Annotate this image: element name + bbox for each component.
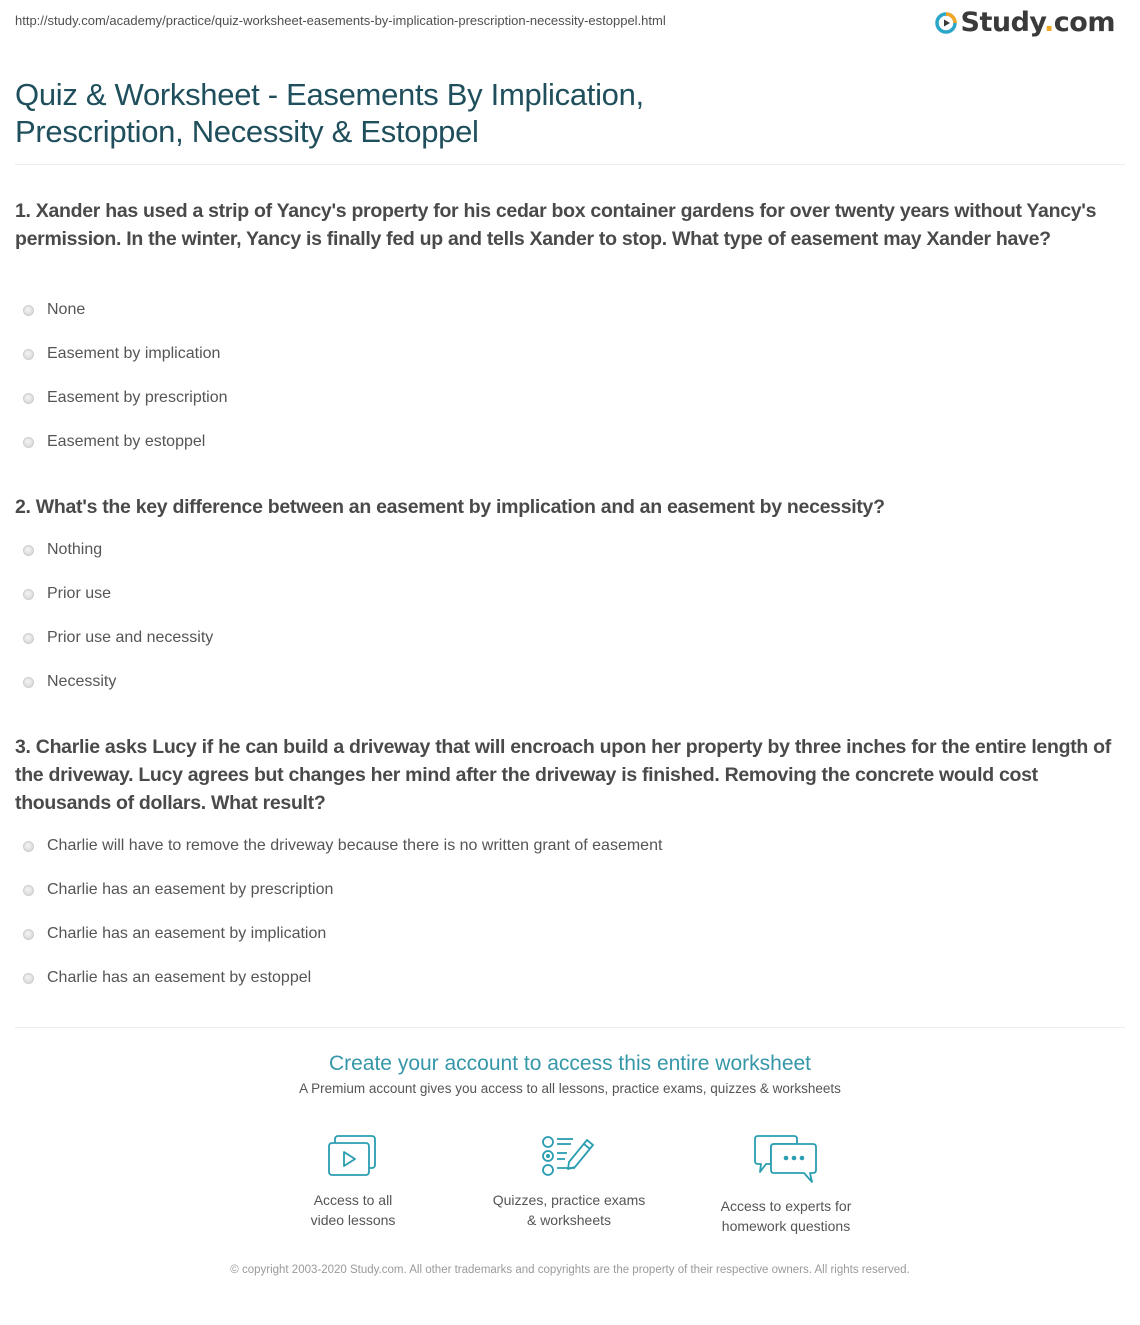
answer-label: None: [47, 301, 86, 318]
answer-option[interactable]: [15, 956, 662, 1000]
answer-option[interactable]: [15, 660, 213, 704]
quiz-checklist-icon: [541, 1134, 597, 1178]
radio-button[interactable]: [23, 393, 34, 404]
feature-label-line: Access to all: [313, 1192, 393, 1208]
page-title: Quiz & Worksheet - Easements By Implication, Prescription, Necessity & Estoppel: [15, 77, 644, 149]
play-circle-icon: [935, 12, 957, 34]
answer-option[interactable]: [15, 288, 228, 332]
answer-label: Nothing: [47, 541, 103, 558]
divider: [15, 164, 1125, 165]
answer-label: Necessity: [47, 673, 117, 690]
chat-bubbles-icon: [754, 1134, 818, 1184]
answer-label: Easement by estoppel: [47, 433, 206, 450]
radio-button[interactable]: [23, 633, 34, 644]
radio-button[interactable]: [23, 841, 34, 852]
answer-option[interactable]: [15, 616, 213, 660]
answer-label: Charlie has an easement by prescription: [47, 881, 334, 898]
radio-button[interactable]: [23, 545, 34, 556]
radio-button[interactable]: [23, 349, 34, 360]
answer-label: Charlie will have to remove the driveway because there is no written grant of easement: [47, 837, 663, 854]
answer-option[interactable]: [15, 912, 662, 956]
feature-experts: [676, 1134, 896, 1236]
feature-label-line: Access to experts for: [720, 1198, 852, 1214]
radio-button[interactable]: [23, 677, 34, 688]
feature-label: [243, 1190, 463, 1230]
question-1-text: 1. Xander has used a strip of Yancy's property for his cedar box container gardens for over twenty years without Yancy's permission. In the winter, Yancy is finally fed up and tells Xander to stop. What type of easement may Xander have?: [15, 200, 1097, 250]
video-lessons-icon: [327, 1134, 379, 1178]
radio-button[interactable]: [23, 973, 34, 984]
copyright-notice: © copyright 2003-2020 Study.com. All other trademarks and copyrights are the property of their respective owners. All rights reserved.: [230, 1264, 910, 1276]
radio-button[interactable]: [23, 437, 34, 448]
feature-label-line: Quizzes, practice exams: [492, 1192, 646, 1208]
question-2-answers: [15, 528, 213, 704]
logo-text-main: Study: [960, 7, 1045, 38]
question-2-text: 2. What's the key difference between an easement by implication and an easement by necessity?: [15, 496, 885, 518]
study-logo[interactable]: [935, 8, 1116, 38]
premium-description: A Premium account gives you access to all lessons, practice exams, quizzes & worksheets: [299, 1081, 841, 1096]
question-1-answers: [15, 288, 228, 464]
page-url: http://study.com/academy/practice/quiz-worksheet-easements-by-implication-prescription-necessity-estoppel.html: [15, 13, 666, 28]
divider: [15, 1027, 1125, 1028]
answer-option[interactable]: [15, 420, 228, 464]
feature-quizzes: [459, 1134, 679, 1230]
feature-label-line: homework questions: [721, 1218, 851, 1234]
radio-button[interactable]: [23, 929, 34, 940]
feature-label: [459, 1190, 679, 1230]
radio-button[interactable]: [23, 589, 34, 600]
question-3-answers: [15, 824, 662, 1000]
feature-video-lessons: [243, 1134, 463, 1230]
answer-option[interactable]: [15, 332, 228, 376]
answer-option[interactable]: [15, 868, 662, 912]
feature-label-line: video lessons: [310, 1212, 396, 1228]
answer-option[interactable]: [15, 528, 213, 572]
radio-button[interactable]: [23, 305, 34, 316]
feature-label: [676, 1196, 896, 1236]
answer-label: Prior use and necessity: [47, 629, 214, 646]
answer-label: Easement by prescription: [47, 389, 228, 406]
answer-option[interactable]: [15, 376, 228, 420]
answer-label: Easement by implication: [47, 345, 221, 362]
create-account-link[interactable]: Create your account to access this entire worksheet: [328, 1052, 812, 1075]
feature-label-line: & worksheets: [526, 1212, 612, 1228]
logo-text-dot: .: [1044, 7, 1054, 38]
answer-label: Charlie has an easement by estoppel: [47, 969, 312, 986]
radio-button[interactable]: [23, 885, 34, 896]
logo-text: [961, 8, 1116, 38]
question-3-text: 3. Charlie asks Lucy if he can build a driveway that will encroach upon her property by three inches for the entire length of the driveway. Lucy agrees but changes her mind after the driveway is finished. Removing the concrete would cost thousands of dollars. What result?: [15, 736, 1111, 814]
answer-option[interactable]: [15, 572, 213, 616]
answer-label: Charlie has an easement by implication: [47, 925, 327, 942]
logo-text-tld: com: [1053, 7, 1115, 38]
answer-option[interactable]: [15, 824, 662, 868]
answer-label: Prior use: [47, 585, 112, 602]
